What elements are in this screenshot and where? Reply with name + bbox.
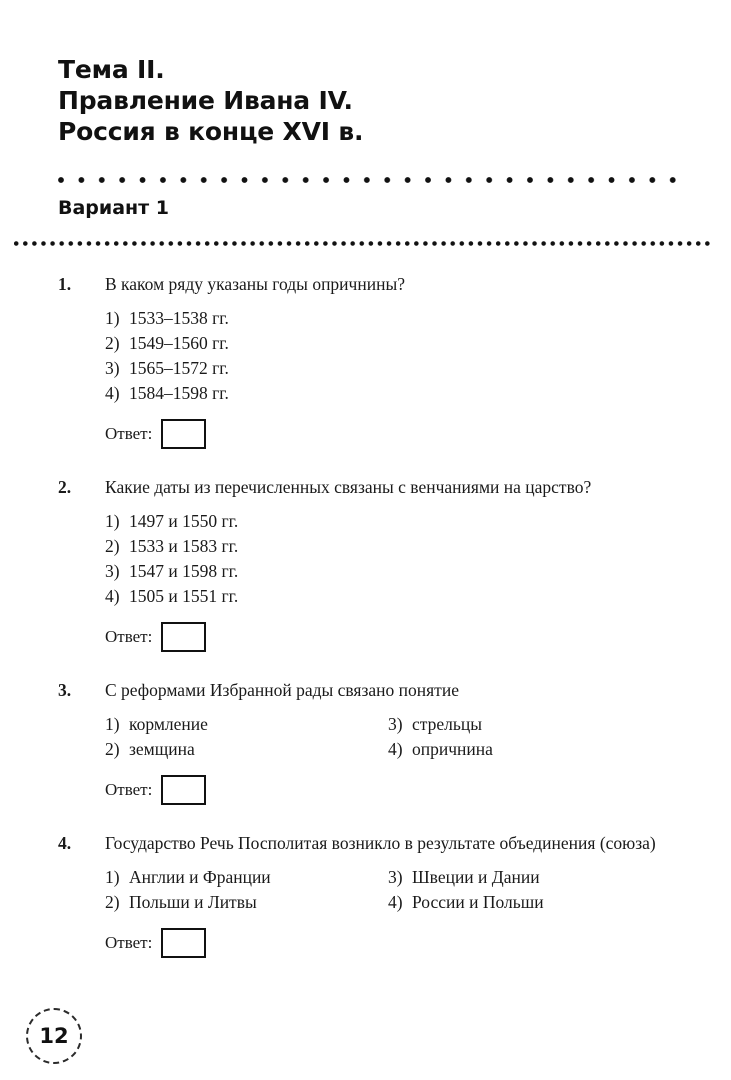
- question-text: Государство Речь Посполитая возникло в результате объединения (союза): [105, 833, 656, 853]
- answer-row: [58, 622, 731, 652]
- option-marker: 3): [105, 561, 120, 581]
- option-row: [105, 306, 731, 331]
- answer-row: [58, 419, 731, 449]
- option[interactable]: [105, 890, 388, 915]
- question-number: 4.: [58, 833, 72, 853]
- question-list: [0, 272, 731, 984]
- question-head: [58, 272, 731, 296]
- question-number: 3.: [58, 680, 72, 700]
- option-label: 1584–1598 гг.: [129, 383, 229, 403]
- option-row: [105, 737, 731, 762]
- answer-row: [58, 928, 731, 958]
- option-marker: 4): [105, 383, 120, 403]
- answer-row: [58, 775, 731, 805]
- option-row: [105, 584, 731, 609]
- option-marker: 3): [388, 867, 403, 887]
- answer-label: Ответ:: [105, 424, 153, 443]
- page-number-value: 12: [39, 1024, 69, 1048]
- question-2: [0, 475, 731, 652]
- option-label: кормление: [129, 714, 208, 734]
- title-line-1: Тема II.: [58, 55, 165, 84]
- question-head: [58, 831, 731, 855]
- option-marker: 4): [388, 892, 403, 912]
- question-1: [0, 272, 731, 449]
- option-marker: 4): [388, 739, 403, 759]
- option-marker: 4): [105, 586, 120, 606]
- option-row: [105, 331, 731, 356]
- option-row: [105, 534, 731, 559]
- option[interactable]: [105, 306, 229, 331]
- title-line-2: Правление Ивана IV.: [58, 86, 353, 115]
- option[interactable]: [105, 865, 388, 890]
- option-list: [58, 509, 731, 609]
- option-row: [105, 381, 731, 406]
- option-label: 1565–1572 гг.: [129, 358, 229, 378]
- option[interactable]: [105, 534, 238, 559]
- option-marker: 1): [105, 714, 120, 734]
- question-number: 1.: [58, 274, 72, 294]
- option[interactable]: [105, 712, 388, 737]
- option-row: [105, 356, 731, 381]
- answer-label: Ответ:: [105, 933, 153, 952]
- option-marker: 1): [105, 308, 120, 328]
- option[interactable]: [388, 737, 493, 762]
- question-4: [0, 831, 731, 958]
- question-text: Какие даты из перечисленных связаны с венчаниями на царство?: [105, 477, 592, 497]
- option-list: [58, 865, 731, 915]
- option-label: земщина: [129, 739, 195, 759]
- dotted-divider-top: [58, 176, 690, 184]
- option[interactable]: [388, 712, 482, 737]
- question-head: [58, 475, 731, 499]
- question-3: [0, 678, 731, 805]
- question-text: В каком ряду указаны годы опричнины?: [105, 274, 405, 294]
- answer-label: Ответ:: [105, 627, 153, 646]
- option-marker: 2): [105, 536, 120, 556]
- answer-input-box[interactable]: [161, 419, 206, 449]
- option-marker: 1): [105, 511, 120, 531]
- dotted-divider-bottom: [14, 240, 714, 247]
- option-label: 1549–1560 гг.: [129, 333, 229, 353]
- option[interactable]: [105, 331, 229, 356]
- option[interactable]: [105, 509, 238, 534]
- option-label: 1533 и 1583 гг.: [129, 536, 239, 556]
- option-marker: 2): [105, 739, 120, 759]
- option-label: России и Польши: [412, 892, 544, 912]
- page-number-badge: [26, 1008, 82, 1064]
- question-head: [58, 678, 731, 702]
- option-label: 1497 и 1550 гг.: [129, 511, 239, 531]
- option-row: [105, 890, 731, 915]
- option-marker: 3): [105, 358, 120, 378]
- answer-input-box[interactable]: [161, 775, 206, 805]
- answer-input-box[interactable]: [161, 928, 206, 958]
- option[interactable]: [105, 356, 229, 381]
- answer-input-box[interactable]: [161, 622, 206, 652]
- option-row: [105, 509, 731, 534]
- option-marker: 3): [388, 714, 403, 734]
- option[interactable]: [105, 381, 229, 406]
- question-text: С реформами Избранной рады связано понятие: [105, 680, 459, 700]
- option-label: Англии и Франции: [129, 867, 271, 887]
- question-number: 2.: [58, 477, 72, 497]
- option-label: Швеции и Дании: [412, 867, 540, 887]
- option-label: 1533–1538 гг.: [129, 308, 229, 328]
- answer-label: Ответ:: [105, 780, 153, 799]
- option-marker: 2): [105, 333, 120, 353]
- option[interactable]: [105, 737, 388, 762]
- option-row: [105, 865, 731, 890]
- page-title: [58, 54, 698, 147]
- option-label: Польши и Литвы: [129, 892, 257, 912]
- variant-label: Вариант 1: [58, 197, 170, 219]
- option[interactable]: [388, 890, 544, 915]
- title-line-3: Россия в конце XVI в.: [58, 117, 364, 146]
- option[interactable]: [105, 584, 238, 609]
- option-label: 1505 и 1551 гг.: [129, 586, 239, 606]
- option-label: стрельцы: [412, 714, 482, 734]
- option-list: [58, 712, 731, 762]
- option[interactable]: [105, 559, 238, 584]
- option-list: [58, 306, 731, 406]
- option-label: опричнина: [412, 739, 493, 759]
- option-label: 1547 и 1598 гг.: [129, 561, 239, 581]
- option-marker: 2): [105, 892, 120, 912]
- option[interactable]: [388, 865, 540, 890]
- option-row: [105, 559, 731, 584]
- option-marker: 1): [105, 867, 120, 887]
- option-row: [105, 712, 731, 737]
